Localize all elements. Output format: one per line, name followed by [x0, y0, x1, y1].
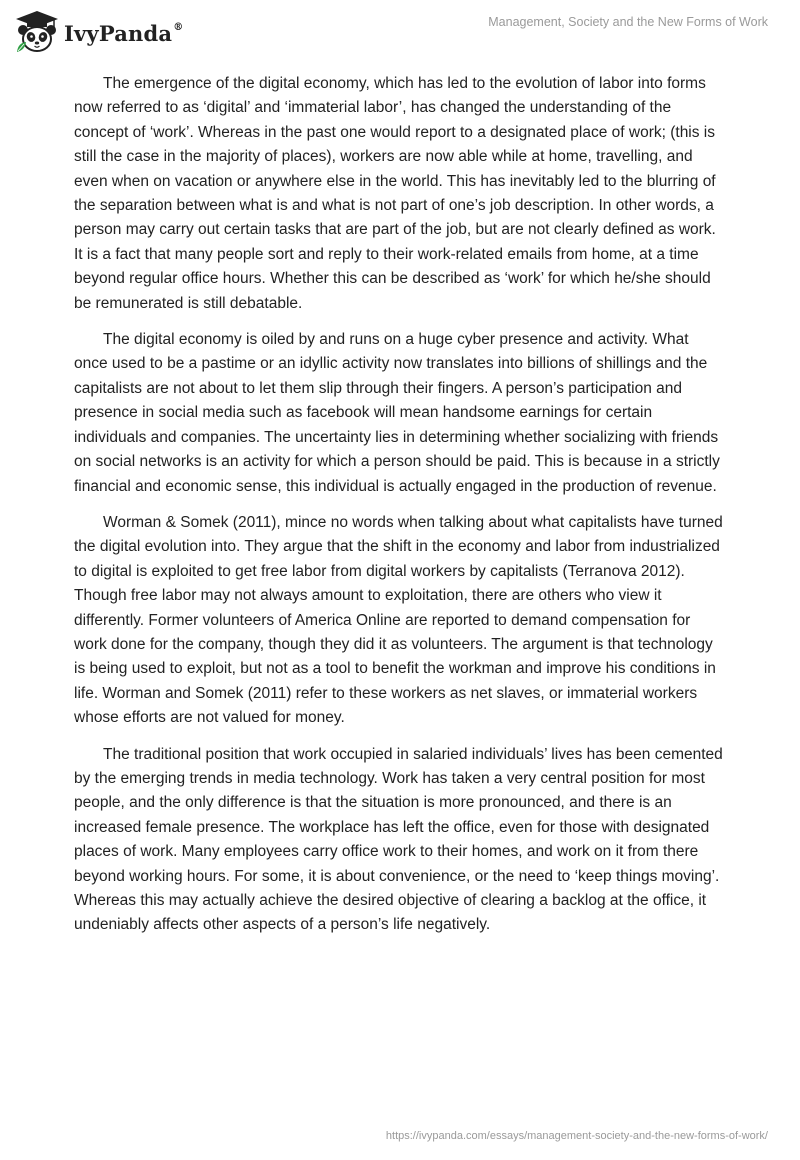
brand-name-text: IvyPanda [64, 20, 173, 46]
essay-paragraph: The digital economy is oiled by and runs on a huge cyber presence and activity. What once used to be a pastime or an idyllic activity now translates into billions of shillings and the capitalists are not about to let them slip through their fingers. A person’s participation and presence in social media such as facebook will mean handsome earnings for certain individuals and companies. The uncertainty lies in determining whether socializing with friends on social networks is an activity for which a person should be paid. This is because in a strictly financial and economic sense, this individual is actually engaged in the production of revenue. [74, 331, 720, 495]
page-header [0, 0, 800, 64]
running-title: Management, Society and the New Forms of Work [488, 15, 768, 29]
essay-paragraph: Worman & Somek (2011), mince no words when talking about what capitalists have turned the digital evolution into. They argue that the shift in the economy and labor from industrialized to digital is exploited to get free labor from digital workers by capitalists (Terranova 2012). Though free labor may not always amount to exploitation, there are others who view it differently. Former volunteers of America Online are reported to demand compensation for work done for the company, though they did it as volunteers. The argument is that technology is being used to exploit, but not as a tool to benefit the workman and improve his conditions in life. Worman and Somek (2011) refer to these workers as net slaves, or immaterial workers whose efforts are not valued for money. [74, 513, 723, 727]
brand-name [64, 21, 183, 46]
registered-mark: ® [173, 21, 184, 33]
essay-paragraph: The emergence of the digital economy, which has led to the evolution of labor into forms now referred to as ‘digital’ and ‘immaterial labor’, has changed the understanding of the concept of ‘work’. Whereas in the past one would report to a designated place of work; (this is still the case in the majority of places), workers are now able while at home, travelling, and even when on vacation or anywhere else in the world. This has inevitably led to the blurring of the separation between what is and what is not part of one’s job description. In other words, a person may carry out certain tasks that are part of the job, but are not clearly defined as work. It is a fact that many people sort and reply to their work-related emails from home, at a time beyond regular office hours. Whether this can be described as ‘work’ for which he/she should be remunerated is still debatable. [74, 75, 716, 312]
source-url[interactable]: https://ivypanda.com/essays/management-society-and-the-new-forms-of-work/ [385, 1130, 768, 1142]
panda-logo-icon [14, 10, 60, 54]
essay-paragraph: The traditional position that work occupied in salaried individuals’ lives has been cemented by the emerging trends in media technology. Work has taken a very central position for most people, and the only difference is that the situation is more pronounced, and there is an increased female presence. The workplace has left the office, even for those with designated places of work. Many employees carry office work to their homes, and work on it from there beyond working hours. For some, it is about convenience, or the need to ‘keep things moving’. Whereas this may actually achieve the desired objective of clearing a backlog at the office, it undeniably affects other aspects of a person’s life negatively. [74, 745, 723, 934]
essay-body [74, 72, 726, 950]
brand-logo[interactable] [14, 10, 183, 54]
